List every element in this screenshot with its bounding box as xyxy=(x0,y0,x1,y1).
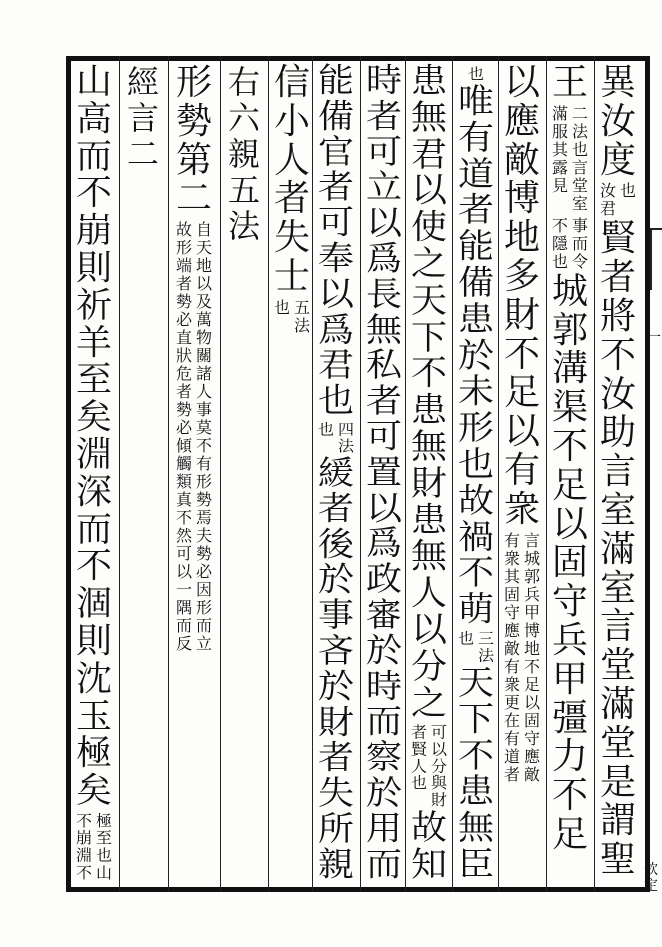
text-column xyxy=(314,64,358,883)
column-rule xyxy=(119,56,120,892)
edge-marker-bottom xyxy=(640,862,662,894)
text-column xyxy=(500,64,544,786)
text-column xyxy=(270,64,314,337)
commentary-line: 也 xyxy=(467,64,484,83)
commentary xyxy=(273,299,311,335)
commentary-line: 三 法 xyxy=(477,629,494,665)
main-text: 賢 者 將 不 汝 助 言 室 滿 室 言 堂 滿 堂 是 謂 聖 xyxy=(599,218,636,881)
column-rule xyxy=(220,56,221,892)
column-rule xyxy=(168,56,169,892)
column-rule xyxy=(498,56,499,892)
commentary-line: 有 衆 其 固 守 應 敵 有 衆 更 在 有 道 者 xyxy=(503,530,520,784)
main-text: 右 六 親 五 法 xyxy=(227,63,260,245)
commentary-line: 可 以 分 與 財 xyxy=(430,723,447,810)
text-column xyxy=(362,64,406,883)
commentary xyxy=(551,217,589,271)
text-column xyxy=(121,64,165,172)
main-text: 唯 有 道 者 能 備 患 於 未 形 也 故 禍 不 萌 xyxy=(457,82,494,629)
commentary-line: 也 xyxy=(273,297,290,317)
commentary-line: 滿 服 其 露 見 xyxy=(551,103,568,195)
commentary-line: 言 城 郭 兵 甲 博 地 不 足 以 固 守 應 敵 xyxy=(523,530,540,784)
commentary-line: 者 賢 人 也 xyxy=(410,723,427,793)
text-column xyxy=(172,64,216,655)
main-text: 城 郭 溝 渠 不 足 以 固 守 兵 甲 彊 力 不 足 xyxy=(551,270,588,855)
commentary-line: 二 法 也 言 堂 室 xyxy=(571,103,588,213)
edge-marker-text: 一 xyxy=(647,330,661,346)
commentary-line: 也 xyxy=(619,181,636,201)
main-text: 天 下 不 患 無 臣 xyxy=(457,664,494,884)
text-column xyxy=(407,64,451,884)
column-rule xyxy=(360,56,361,892)
edge-marker-right xyxy=(646,330,662,346)
commentary-line: 不 崩 淵 不 xyxy=(75,811,92,882)
main-text: 能 備 官 者 可 奉 以 爲 君 也 xyxy=(317,62,354,420)
main-text: 形 勢 第 二 xyxy=(175,62,212,220)
page-edge-tab xyxy=(650,228,662,290)
column-rule xyxy=(594,56,595,892)
commentary xyxy=(599,182,637,218)
commentary xyxy=(467,66,485,83)
commentary-line: 事 而 令 xyxy=(571,215,588,271)
main-text: 以 應 敵 博 地 多 財 不 足 以 有 衆 xyxy=(503,62,540,530)
text-column xyxy=(596,64,640,880)
commentary xyxy=(175,221,213,653)
commentary-line: 不 隱 也 xyxy=(551,215,568,271)
main-text: 緩 者 後 於 事 吝 於 財 者 失 所 親 xyxy=(317,454,354,884)
column-rule xyxy=(452,56,453,892)
commentary xyxy=(75,812,113,881)
commentary-line: 五 法 xyxy=(293,297,310,335)
main-text: 信 小 人 者 失 士 xyxy=(273,62,310,297)
text-column xyxy=(548,64,592,855)
edge-marker-text: 欽定 xyxy=(644,862,658,894)
column-rule xyxy=(268,56,269,892)
commentary xyxy=(457,631,495,665)
commentary-line: 四 法 xyxy=(337,420,354,455)
commentary xyxy=(317,422,355,455)
text-column xyxy=(72,64,116,884)
commentary-line: 也 xyxy=(317,420,334,439)
main-text: 故 知 xyxy=(410,809,447,885)
commentary-line: 自 天 地 以 及 萬 物 關 諸 人 事 莫 不 有 形 勢 焉 夫 勢 必 因 形 而 立 xyxy=(195,220,212,654)
main-text: 患 無 君 以 使 之 天 下 不 患 無 財 患 無 人 以 分 之 xyxy=(410,62,447,723)
text-column xyxy=(454,64,498,884)
main-text: 王 xyxy=(551,62,588,103)
column-rule xyxy=(546,56,547,892)
commentary-line: 也 xyxy=(457,629,474,648)
commentary xyxy=(410,724,448,809)
main-text: 山 高 而 不 崩 則 祈 羊 至 矣 淵 深 而 不 涸 則 沈 玉 極 矣 xyxy=(75,62,112,811)
main-text: 異 汝 度 xyxy=(599,62,636,181)
main-text: 時 者 可 立 以 爲 長 無 私 者 可 置 以 爲 政 審 於 時 而 察 於 用 而 xyxy=(365,62,402,884)
commentary xyxy=(551,105,589,213)
text-column xyxy=(222,64,266,244)
commentary xyxy=(503,532,541,784)
commentary-line: 極 至 也 山 xyxy=(95,811,112,882)
main-text: 經 言 二 xyxy=(126,63,159,173)
commentary-line: 汝 君 xyxy=(599,181,616,219)
commentary-line: 故 形 端 者 勢 必 直 狀 危 者 勢 必 傾 觸 類 真 不 然 可 以 一 隅 而 反 xyxy=(175,220,192,654)
